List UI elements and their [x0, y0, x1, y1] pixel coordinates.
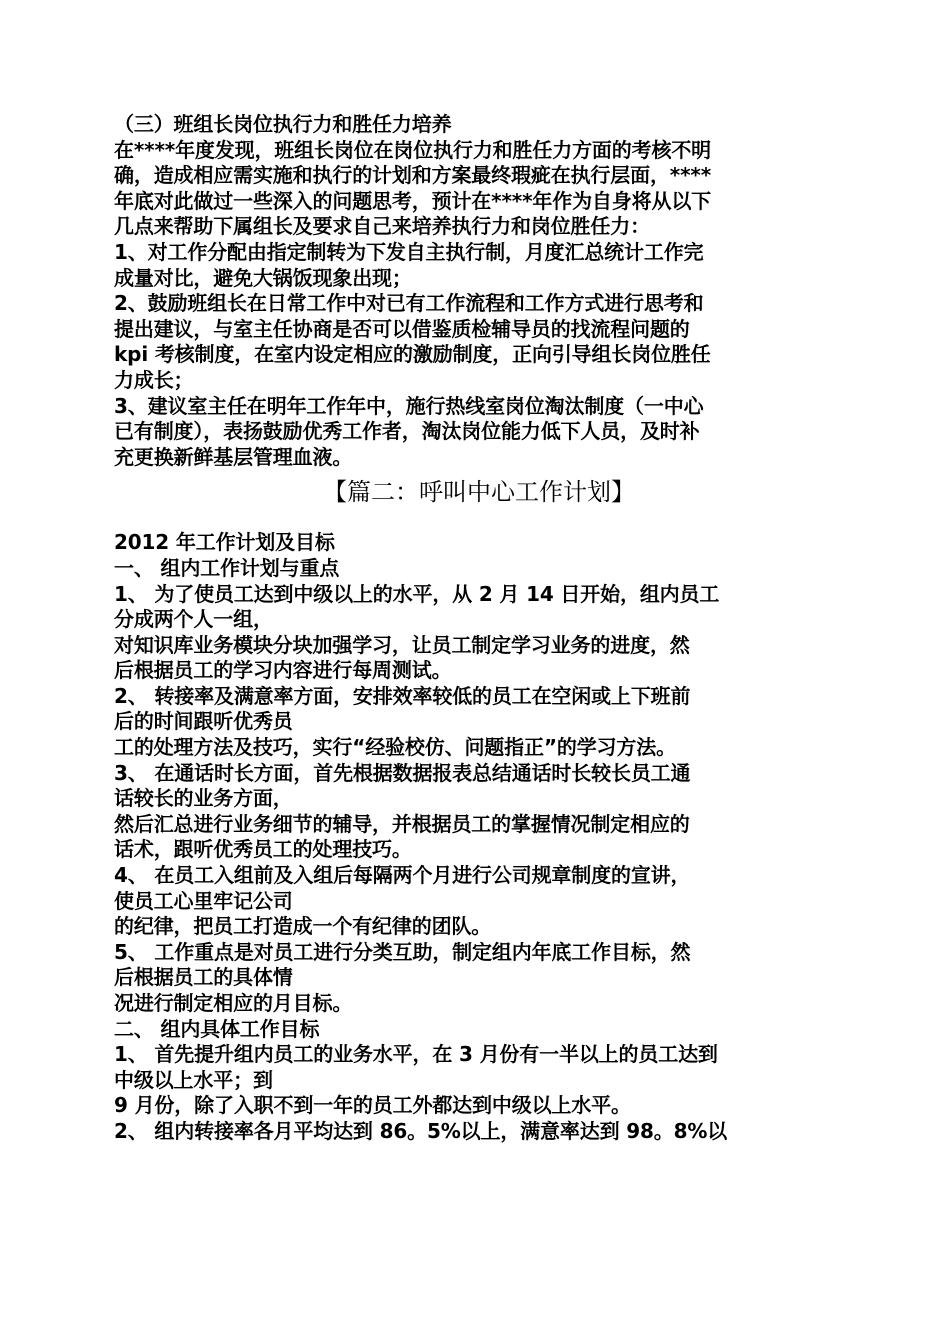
list-item-line: 9 月份，除了入职不到一年的员工外都达到中级以上水平。 [114, 1093, 631, 1118]
section-1 [114, 112, 844, 470]
list-item-line: 3、 在通话时长方面，首先根据数据报表总结通话时长较长员工通 [114, 760, 691, 785]
list-item-line: 然后汇总进行业务细节的辅导，并根据员工的掌握情况制定相应的 [114, 811, 690, 836]
list-item-line: 充更换新鲜基层管理血液。 [114, 444, 353, 469]
list-item-line: kpi 考核制度，在室内设定相应的激励制度，正向引导组长岗位胜任 [114, 342, 711, 367]
list-item-line: 1、对工作分配由指定制转为下发自主执行制，月度汇总统计工作完 [114, 239, 704, 264]
list-item-line: 1、 首先提升组内员工的业务水平，在 3 月份有一半以上的员工达到 [114, 1042, 718, 1067]
list-item-line: 后的时间跟听优秀员 [114, 709, 293, 734]
list-item-line: 后根据员工的具体情 [114, 965, 293, 990]
list-item-line: 提出建议，与室主任协商是否可以借鉴质检辅导员的找流程问题的 [114, 316, 690, 341]
subsection-heading: 一、 组内工作计划与重点 [114, 555, 340, 580]
subsection-heading: 二、 组内具体工作目标 [114, 1016, 320, 1041]
section-2 [114, 530, 844, 1144]
list-item-line: 中级以上水平；到 [114, 1067, 273, 1092]
paragraph-line: 年底对此做过一些深入的问题思考，预计在****年作为自身将从以下 [114, 188, 712, 213]
list-item-line: 话较长的业务方面， [114, 786, 293, 811]
list-item-line: 工的处理方法及技巧，实行“经验校仿、问题指正”的学习方法。 [114, 735, 676, 760]
list-item-line: 5、 工作重点是对员工进行分类互助，制定组内年底工作目标，然 [114, 939, 691, 964]
list-item-line: 2、 转接率及满意率方面，安排效率较低的员工在空闲或上下班前 [114, 683, 691, 708]
list-item-line: 使员工心里牢记公司 [114, 888, 293, 913]
section-1-heading: （三）班组长岗位执行力和胜任力培养 [114, 112, 452, 136]
list-item-line: 后根据员工的学习内容进行每周测试。 [114, 658, 452, 683]
list-item-line: 成量对比，避免大锅饭现象出现； [114, 265, 412, 290]
list-item-line: 2、 组内转接率各月平均达到 86。5%以上，满意率达到 98。8%以 [114, 1118, 728, 1143]
list-item-line: 4、 在员工入组前及入组后每隔两个月进行公司规章制度的宣讲， [114, 863, 691, 888]
list-item-line: 2、鼓励班组长在日常工作中对已有工作流程和工作方式进行思考和 [114, 291, 704, 316]
plan-title: 2012 年工作计划及目标 [114, 530, 335, 555]
paragraph-line: 几点来帮助下属组长及要求自己来培养执行力和岗位胜任力： [114, 214, 650, 239]
list-item-line: 力成长； [114, 367, 194, 392]
list-item-line: 3、建议室主任在明年工作年中，施行热线室岗位淘汰制度（一中心 [114, 393, 704, 418]
chapter-heading: 【篇二：呼叫中心工作计划】 [323, 478, 635, 507]
paragraph-line: 在****年度发现，班组长岗位在岗位执行力和胜任力方面的考核不明 [114, 137, 712, 162]
list-item-line: 对知识库业务模块分块加强学习，让员工制定学习业务的进度，然 [114, 632, 690, 657]
list-item-line: 的纪律，把员工打造成一个有纪律的团队。 [114, 914, 492, 939]
paragraph-line: 确，造成相应需实施和执行的计划和方案最终瑕疵在执行层面，**** [114, 163, 712, 188]
list-item-line: 况进行制定相应的月目标。 [114, 991, 353, 1015]
list-item-line: 已有制度），表扬鼓励优秀工作者，淘汰岗位能力低下人员，及时补 [114, 419, 700, 444]
list-item-line: 话术，跟听优秀员工的处理技巧。 [114, 837, 412, 862]
document-page [114, 112, 844, 1145]
list-item-line: 1、 为了使员工达到中级以上的水平，从 2 月 14 日开始，组内员工 [114, 581, 720, 606]
list-item-line: 分成两个人一组， [114, 607, 273, 632]
